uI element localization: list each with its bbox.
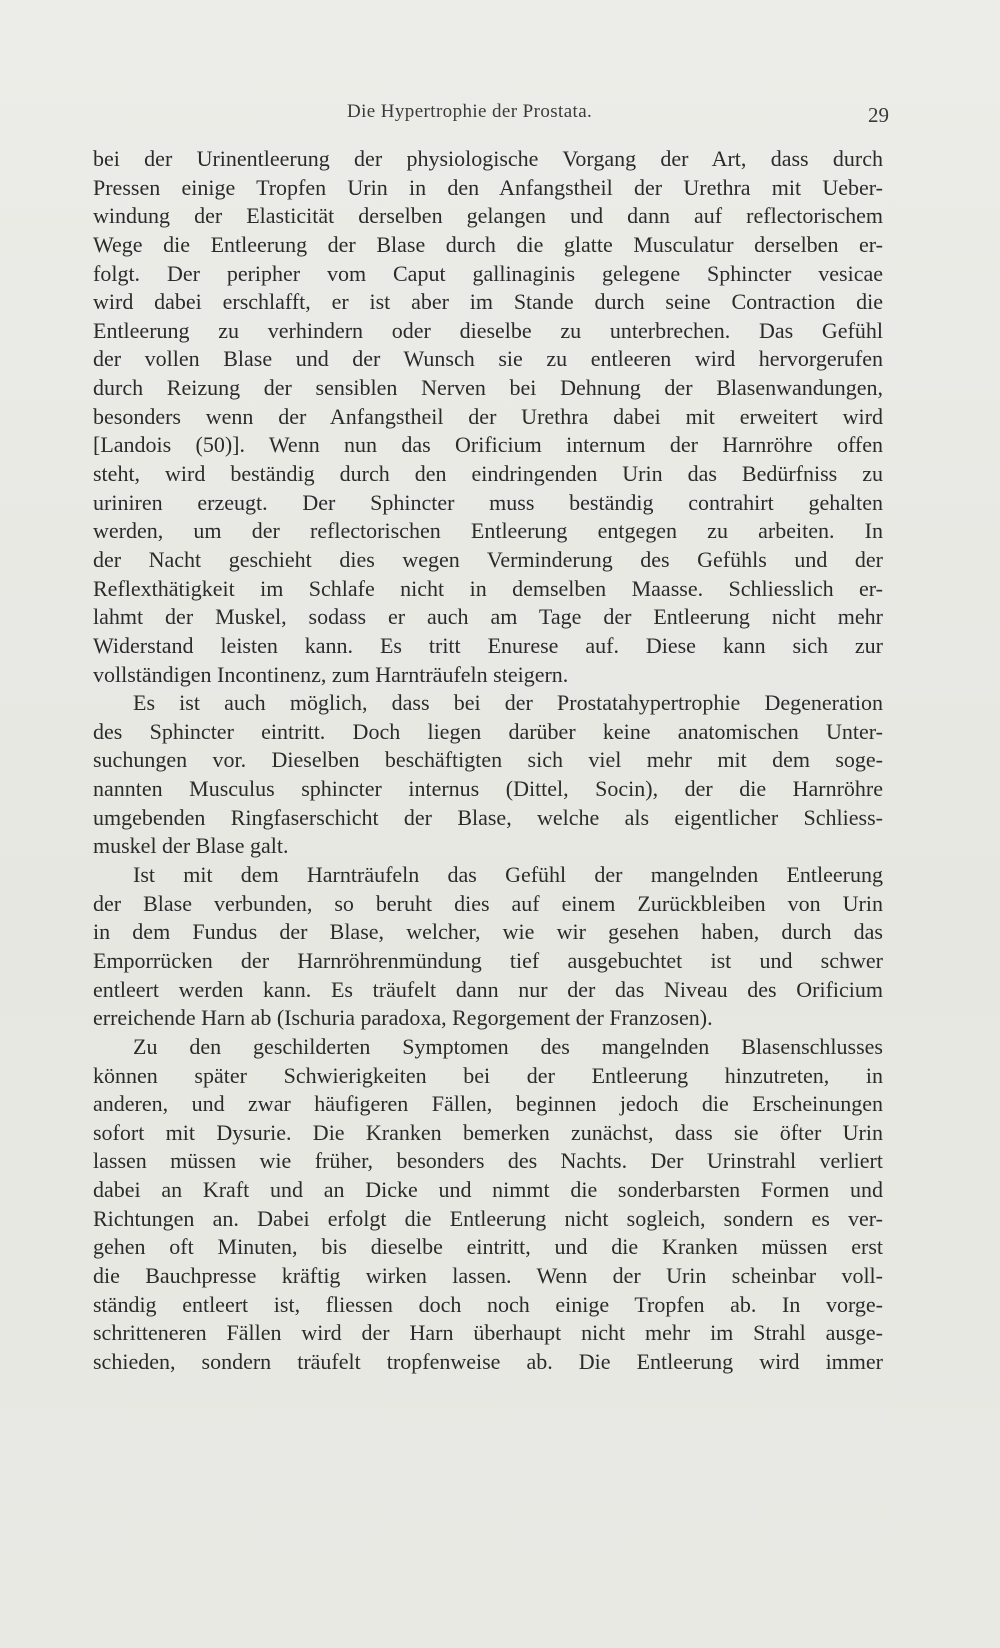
text-line: umgebenden Ringfaserschicht der Blase, welche als eigentlicher Schliess- bbox=[93, 804, 883, 830]
text-line: [Landois (50)]. Wenn nun das Orificium internum der Harnröhre offen bbox=[93, 432, 883, 458]
text-line: werden, um der reflectorischen Entleerung entgegen zu arbeiten. In bbox=[93, 518, 883, 544]
text-line: Entleerung zu verhindern oder dieselbe zu unterbrechen. Das Gefühl bbox=[93, 317, 883, 343]
text-line: bei der Urinentleerung der physiologische Vorgang der Art, dass durch bbox=[93, 146, 883, 171]
text-line: in dem Fundus der Blase, welcher, wie wir gesehen haben, durch das bbox=[93, 919, 883, 945]
text-line: Zu den geschilderten Symptomen des mangelnden Blasenschlusses bbox=[133, 1033, 883, 1059]
text-line: uriniren erzeugt. Der Sphincter muss beständig contrahirt gehalten bbox=[93, 489, 883, 515]
text-line: vollständigen Incontinenz, zum Harnträufeln steigern. bbox=[93, 661, 569, 687]
body-text bbox=[93, 145, 883, 1377]
text-line: ständig entleert ist, fliessen doch noch einige Tropfen ab. In vorge- bbox=[93, 1291, 883, 1317]
text-line: Richtungen an. Dabei erfolgt die Entleerung nicht sogleich, sondern es ver- bbox=[93, 1205, 883, 1231]
text-line: folgt. Der peripher vom Caput gallinaginis gelegene Sphincter vesicae bbox=[93, 260, 883, 286]
text-line: Emporrücken der Harnröhrenmündung tief ausgebuchtet ist und schwer bbox=[93, 947, 883, 973]
text-line: durch Reizung der sensiblen Nerven bei Dehnung der Blasenwandungen, bbox=[93, 375, 883, 401]
text-line: entleert werden kann. Es träufelt dann nur der das Niveau des Orificium bbox=[93, 976, 883, 1002]
text-line: muskel der Blase galt. bbox=[93, 833, 289, 859]
text-line: windung der Elasticität derselben gelangen und dann auf reflectorischem bbox=[93, 203, 883, 229]
text-line: wird dabei erschlafft, er ist aber im Stande durch seine Contraction die bbox=[93, 289, 883, 315]
text-line: besonders wenn der Anfangstheil der Urethra dabei mit erweitert wird bbox=[93, 403, 883, 429]
text-line: Widerstand leisten kann. Es tritt Enurese auf. Diese kann sich zur bbox=[93, 632, 883, 658]
text-line: dabei an Kraft und an Dicke und nimmt die sonderbarsten Formen und bbox=[93, 1177, 883, 1203]
text-line: schieden, sondern träufelt tropfenweise ab. Die Entleerung wird immer bbox=[93, 1348, 883, 1374]
text-line: Es ist auch möglich, dass bei der Prostatahypertrophie Degeneration bbox=[133, 690, 883, 716]
text-line: können später Schwierigkeiten bei der Entleerung hinzutreten, in bbox=[93, 1062, 883, 1088]
text-line: die Bauchpresse kräftig wirken lassen. Wenn der Urin scheinbar voll- bbox=[93, 1262, 883, 1288]
text-line: Wege die Entleerung der Blase durch die glatte Musculatur derselben er- bbox=[93, 231, 883, 257]
text-line: des Sphincter eintritt. Doch liegen darüber keine anatomischen Unter- bbox=[93, 718, 883, 744]
text-line: der vollen Blase und der Wunsch sie zu entleeren wird hervorgerufen bbox=[93, 346, 883, 372]
text-line: lassen müssen wie früher, besonders des Nachts. Der Urinstrahl verliert bbox=[93, 1148, 883, 1174]
text-line: steht, wird beständig durch den eindringenden Urin das Bedürfniss zu bbox=[93, 461, 883, 487]
text-line: der Nacht geschieht dies wegen Verminderung des Gefühls und der bbox=[93, 546, 883, 572]
page-number: 29 bbox=[868, 103, 889, 127]
text-line: anderen, und zwar häufigeren Fällen, beginnen jedoch die Erscheinungen bbox=[93, 1091, 883, 1117]
text-line: Ist mit dem Harnträufeln das Gefühl der mangelnden Entleerung bbox=[133, 862, 883, 888]
text-line: Pressen einige Tropfen Urin in den Anfangstheil der Urethra mit Ueber- bbox=[93, 174, 883, 200]
text-line: gehen oft Minuten, bis dieselbe eintritt, und die Kranken müssen erst bbox=[93, 1234, 883, 1260]
text-line: erreichende Harn ab (Ischuria paradoxa, Regorgement der Franzosen). bbox=[93, 1005, 713, 1031]
text-line: der Blase verbunden, so beruht dies auf einem Zurückbleiben von Urin bbox=[93, 890, 883, 916]
text-line: lahmt der Muskel, sodass er auch am Tage der Entleerung nicht mehr bbox=[93, 604, 883, 630]
page-header bbox=[0, 101, 1000, 135]
text-line: sofort mit Dysurie. Die Kranken bemerken zunächst, dass sie öfter Urin bbox=[93, 1119, 883, 1145]
text-line: schritteneren Fällen wird der Harn überhaupt nicht mehr im Strahl ausge- bbox=[93, 1320, 883, 1346]
text-line: suchungen vor. Dieselben beschäftigten sich viel mehr mit dem soge- bbox=[93, 747, 883, 773]
running-title: Die Hypertrophie der Prostata. bbox=[347, 101, 593, 122]
text-line: nannten Musculus sphincter internus (Dittel, Socin), der die Harnröhre bbox=[93, 776, 883, 802]
text-line: Reflexthätigkeit im Schlafe nicht in demselben Maasse. Schliesslich er- bbox=[93, 575, 883, 601]
